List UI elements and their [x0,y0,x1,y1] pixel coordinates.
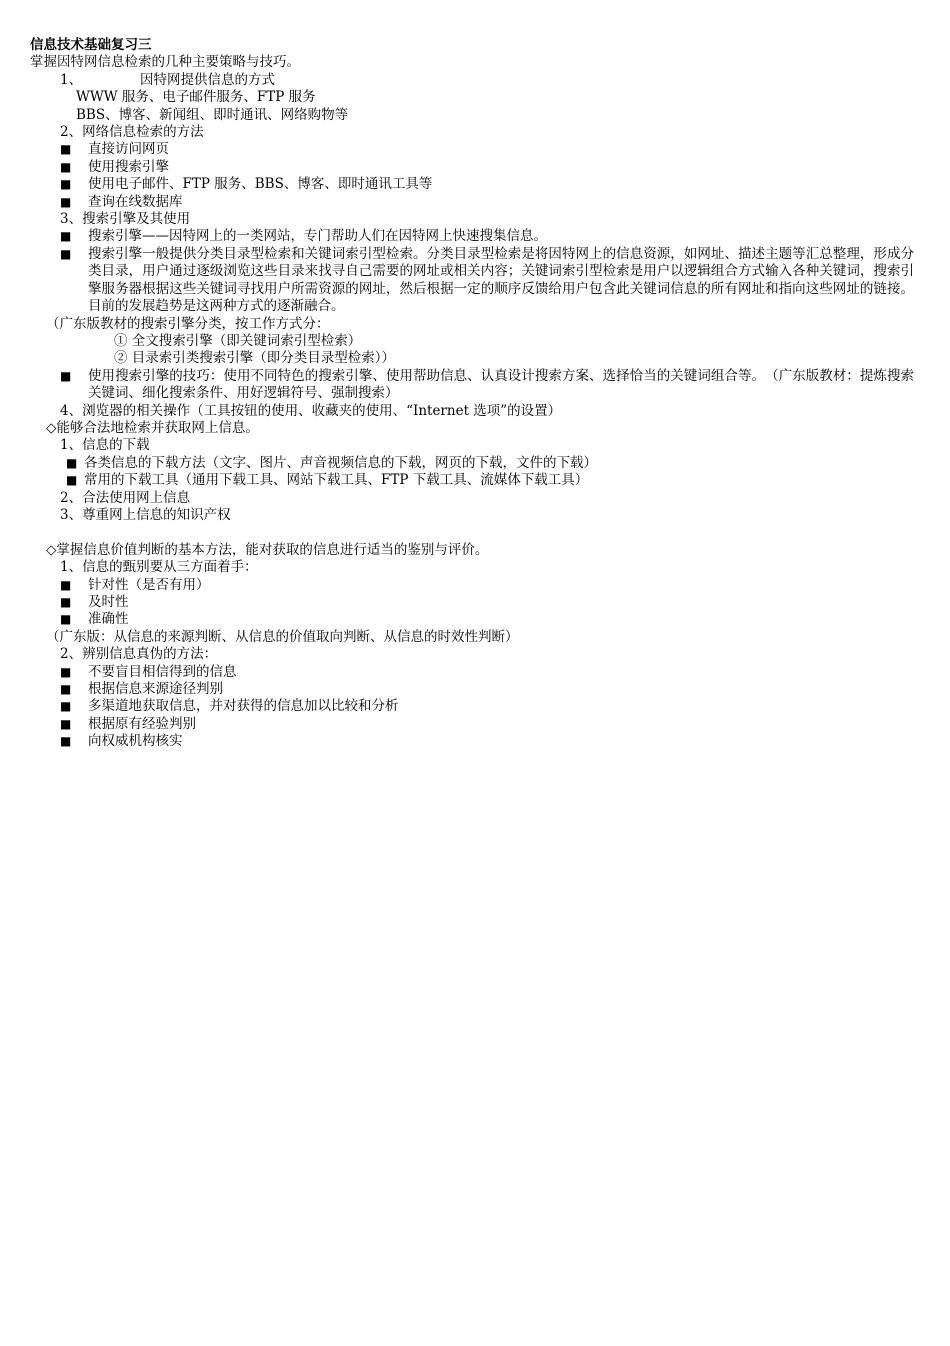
square-bullet-icon: ■ [60,142,72,157]
section-1-number: 1、 [60,71,83,88]
square-bullet-icon: ■ [60,612,72,627]
list-item: ■ 准确性 [60,611,129,628]
square-bullet-icon: ■ [60,664,72,679]
list-item: ■ 根据信息来源途径判别 [60,681,223,698]
list-item: ■ 各类信息的下载方法（文字、图片、声音视频信息的下载，网页的下载，文件的下载） [66,454,597,471]
square-bullet-icon: ■ [60,177,72,192]
square-bullet-icon: ■ [60,229,72,244]
guangdong-note: （广东版：从信息的来源判断、从信息的价值取向判断、从信息的时效性判断） [46,628,519,645]
document [30,37,914,751]
part-2-item: 3、尊重网上信息的知识产权 [60,506,231,523]
guangdong-item: ② 目录索引类搜索引擎（即分类目录型检索）） [114,350,396,367]
square-bullet-icon: ■ [60,594,72,609]
part-2-item: 2、合法使用网上信息 [60,489,191,506]
list-item: ■ 使用电子邮件、FTP 服务、BBS、博客、即时通讯工具等 [60,176,433,193]
section-2-heading: 2、网络信息检索的方法 [60,124,204,141]
list-item: ■ 搜索引擎一般提供分类目录型检索和关键词索引型检索。分类目录型检索是将因特网上的信息资源，如网址、描述主题等汇总整理，形成分类目录，用户通过逐级浏览这些目录来找寻自己需要的网址或相关内容；关键词索引型检索是用户以逻辑组合方式输入各种关键词，搜索引擎服务器根据这些关键词寻找用户所需资源的网址，然后根据一定的顺序反馈给用户包含此关键词信息的所有网址和指向这些网址的链接。目前的发展趋势是这两种方式的逐渐融合。 [60,245,914,315]
list-item: ■ 不要盲目相信得到的信息 [60,663,237,680]
square-bullet-icon: ■ [66,455,78,470]
list-item: ■ 针对性（是否有用） [60,576,210,593]
list-item: ■ 直接访问网页 [60,141,169,158]
square-bullet-icon: ■ [60,194,72,209]
square-bullet-icon: ■ [60,716,72,731]
blank-line [30,524,914,541]
square-bullet-icon: ■ [60,159,72,174]
list-item: ■ 使用搜索引擎的技巧：使用不同特色的搜索引擎、使用帮助信息、认真设计搜索方案、选择恰当的关键词组合等。 （广东版教材：提炼搜索关键词、细化搜索条件、用好逻辑符号、强制搜索） [60,367,914,402]
section-1-line: BBS、博客、新闻组、即时通讯、网络购物等 [76,106,349,123]
part-2-title: ◇能够合法地检索并获取网上信息。 [46,419,259,436]
part-3-title: ◇掌握信息价值判断的基本方法，能对获取的信息进行适当的鉴别与评价。 [46,541,489,558]
square-bullet-icon: ■ [60,577,72,592]
square-bullet-icon: ■ [60,246,72,261]
square-bullet-icon: ■ [60,699,72,714]
section-1-line: WWW 服务、电子邮件服务、FTP 服务 [76,89,316,106]
square-bullet-icon: ■ [60,368,72,383]
list-item: ■ 及时性 [60,593,129,610]
square-bullet-icon: ■ [66,473,78,488]
guangdong-note: （广东版教材的搜索引擎分类，按工作方式分： [46,315,330,332]
part-3-item: 1、信息的甄别要从三方面着手： [60,559,258,576]
part-2-item: 1、信息的下载 [60,437,150,454]
list-item: ■ 根据原有经验判别 [60,715,196,732]
section-4-heading: 4、浏览器的相关操作（工具按钮的使用、收藏夹的使用、“Internet 选项”的设置） [60,402,562,419]
list-item: ■ 查询在线数据库 [60,193,183,210]
list-item: ■ 搜索引擎——因特网上的一类网站，专门帮助人们在因特网上快速搜集信息。 [60,228,547,245]
section-1-title: 因特网提供信息的方式 [140,71,275,88]
square-bullet-icon: ■ [60,682,72,697]
list-item: ■ 常用的下载工具（通用下载工具、网站下载工具、FTP 下载工具、流媒体下载工具） [66,472,589,489]
list-item: ■ 使用搜索引擎 [60,158,169,175]
list-item: ■ 多渠道地获取信息，并对获得的信息加以比较和分析 [60,698,399,715]
guangdong-item: ① 全文搜索引擎（即关键词索引型检索） [114,332,362,349]
list-item: ■ 向权威机构核实 [60,733,183,750]
part-3-item: 2、辨别信息真伪的方法： [60,646,218,663]
section-1-heading [30,72,914,89]
square-bullet-icon: ■ [60,734,72,749]
doc-title: 信息技术基础复习三 [30,37,152,53]
intro-line: 掌握因特网信息检索的几种主要策略与技巧。 [30,54,300,71]
section-3-heading: 3、搜索引擎及其使用 [60,211,191,228]
